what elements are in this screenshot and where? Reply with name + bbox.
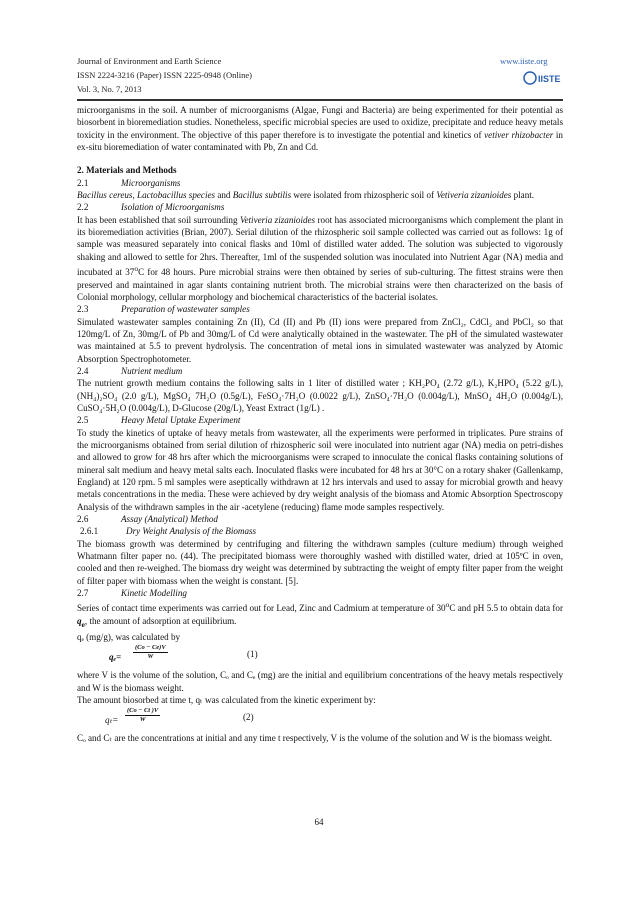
section-2-1-heading: 2.1 Microorganisms	[77, 177, 181, 188]
logo-text: IISTE	[538, 74, 561, 84]
eq1-fraction	[133, 644, 168, 661]
section-2-4-heading: 2.4 Nutrient medium	[77, 365, 183, 376]
section-2-1-text: Bacillus cereus, Lactobacillus species and Bacillus subtilis were isolated from rhizospheric soil of Vetiveria zizanioides plant.	[77, 190, 535, 201]
qt-intro: The amount biosorbed at time t, qₜ was calculated from the kinetic experiment by:	[77, 695, 376, 705]
section-2-5-text: To study the kinetics of uptake of heavy metals from wastewater, all the experiments were performed in triplicates. Pure strains of the microorganisms obtained from serial dilution of rhizospheric soil were inoculated into nutrient agar (NA) media on petri-dishes and allowed to grow for 48 hrs after which the microorganisms were scraped to innoculate the conical flasks containing solutions of mineral salt medium and heavy metal salts each. Inoculated flasks were incubated for 48 hrs at 30°C on a rotary shaker (Gallenkamp, England) at 120 rpm. 5 ml samples were aseptically withdrawn at 12 hrs intervals and used to assay for microbial growth and heavy metals concentrations in the media. These were achieved by dry weight analysis of the biomass and Atomic Absorption Spectroscopy Analysis of the withdrawn samples in the air -acetylene (reducing) flame mode samples respectively.	[77, 427, 563, 512]
eq1-label: (1)	[247, 649, 258, 660]
section-2-3-text: Simulated wastewater samples containing Zn (II), Cd (II) and Pb (II) ions were prepared from ZnCl₂, CdCl₂ and PbCl₂ so that 120mg/L of Zn, 30mg/L of Pb and 30mg/L of Cd were analytically obtained in the wastewater. The pH of the simulated wastewater was maintained at 5.5 to prevent hydrolysis. The concentration of metal ions in simulated wastewater was analyzed by Atomic Absorption Spectrophotometer.	[77, 316, 563, 364]
equation-2	[77, 706, 563, 732]
eq1-lhs: qₑ=	[109, 652, 122, 663]
journal-volume: Vol. 3, No. 7, 2013	[77, 84, 142, 94]
section-2-2-text: It has been established that soil surrounding Vetiveria zizanioides root has associated microorganisms which complement the plant in its bioremediation activities (Brian, 2007). Serial dilution of the rhizospheric soil sample collected was carried out as follows: 1g of sample was measured separately into conical flasks and 10ml of distilled water added. The solution was subjected to vigorously shaking and allowed to settle for 2hrs. Thereafter, 1ml of the suspended solution was inoculated into Nutrient Agar (NA) media and incubated at 37$^o$C for 48 hours. Pure microbial strains were then obtained by series of sub-culturing. The fittest strains were then preserved and maintained in agar slants containing nutrient broth. The microbial strains were then characterized on the basis of Colonial morphology, cellular morphology and biochemical characteristics of the bacterial isolates.	[77, 214, 564, 302]
eq2-denominator: W	[139, 716, 146, 724]
section-2-6-heading: 2.6 Assay (Analytical) Method	[77, 514, 218, 525]
journal-name: Journal of Environment and Earth Science	[77, 56, 222, 66]
equation-1	[77, 643, 563, 669]
eq1-where: where V is the volume of the solution, Cₒ and Cₑ (mg) are the initial and equilibrium concentrations of the heavy metals respectively and W is the biomass weight.	[77, 670, 563, 693]
eq1-denominator: W	[147, 653, 154, 661]
eq2-where: Cₒ and Cₜ are the concentrations at initial and any time t respectively, V is the volume of the solution and W is the biomass weight.	[77, 733, 553, 744]
section-2-2-heading: 2.2 Isolation of Microorganisms	[77, 202, 225, 213]
section-2-5-heading: 2.5 Heavy Metal Uptake Experiment	[77, 415, 241, 426]
intro-paragraph: microorganisms in the soil. A number of microorganisms (Algae, Fungi and Bacteria) are being experimented for their potential as biosorbent in bioremediation studies. Nonetheless, specific microbial species are used to oxidize, precipitate and reduce heavy metals toxicity in the environment. The objective of this paper therefore is to investigate the potential and kinetics of vetiver rhizobacter in ex-situ bioremediation of water contaminated with Pb, Zn and Cd.	[77, 105, 563, 153]
journal-url[interactable]: www.iiste.org	[500, 56, 548, 66]
iiste-logo	[523, 67, 563, 89]
section-2-4-text: The nutrient growth medium contains the following salts in 1 liter of distilled water ; KH₂PO₄ (2.72 g/L), K₂HPO₄ (5.22 g/L), (NH₄)₂SO₄ (2.0 g/L), MgSO₄ 7H₂O (0.5g/L), FeSO₄·7H₂O (0.0022 g/L), ZnSO₄·7H₂O (0.004g/L), MnSO₄ 4H₂O (0.004g/L), CuSO₄·5H₂O (0.004g/L), D-Glucose (20g/L), Yeast Extract (1g/L) .	[77, 378, 563, 413]
section-2-6-1-text: The biomass growth was determined by centrifuging and filtering the withdrawn samples (culture medium) through weighed Whatmann filter paper no. (44). The precipitated biomass were thoroughly washed with distilled water, dried at 105ºC in oven, cooled and then re-weighed. The biomass dry weight was determined by subtracting the weight of empty filter paper from the weight of filter paper with biomass when the weight is constant. [5].	[77, 538, 563, 586]
article-body	[77, 104, 563, 745]
eq2-fraction	[125, 707, 160, 724]
section-2-heading: 2. Materials and Methods	[77, 165, 177, 176]
eq2-lhs: qₜ=	[105, 715, 119, 726]
page-number: 64	[314, 817, 324, 827]
section-2-7-text: Series of contact time experiments was carried out for Lead, Zinc and Cadmium at temperature of 30$^o$C and pH 5.5 to obtain data for $q_e$, the amount of adsorption at equilibrium.	[77, 600, 563, 629]
qe-intro: qₑ (mg/g), was calculated by	[77, 631, 181, 642]
eq1-numerator: (Co − Ce)V	[135, 644, 166, 652]
section-2-3-heading: 2.3 Preparation of wastewater samples	[77, 304, 250, 315]
eq2-numerator: (Co − Ct )V	[127, 707, 159, 715]
header-rule	[77, 99, 563, 101]
eq2-label: (2)	[243, 712, 254, 723]
section-2-6-1-heading: 2.6.1 Dry Weight Analysis of the Biomass	[80, 526, 257, 537]
section-2-7-heading: 2.7 Kinetic Modelling	[77, 588, 187, 599]
journal-issn: ISSN 2224-3216 (Paper) ISSN 2225-0948 (Online)	[77, 70, 252, 80]
